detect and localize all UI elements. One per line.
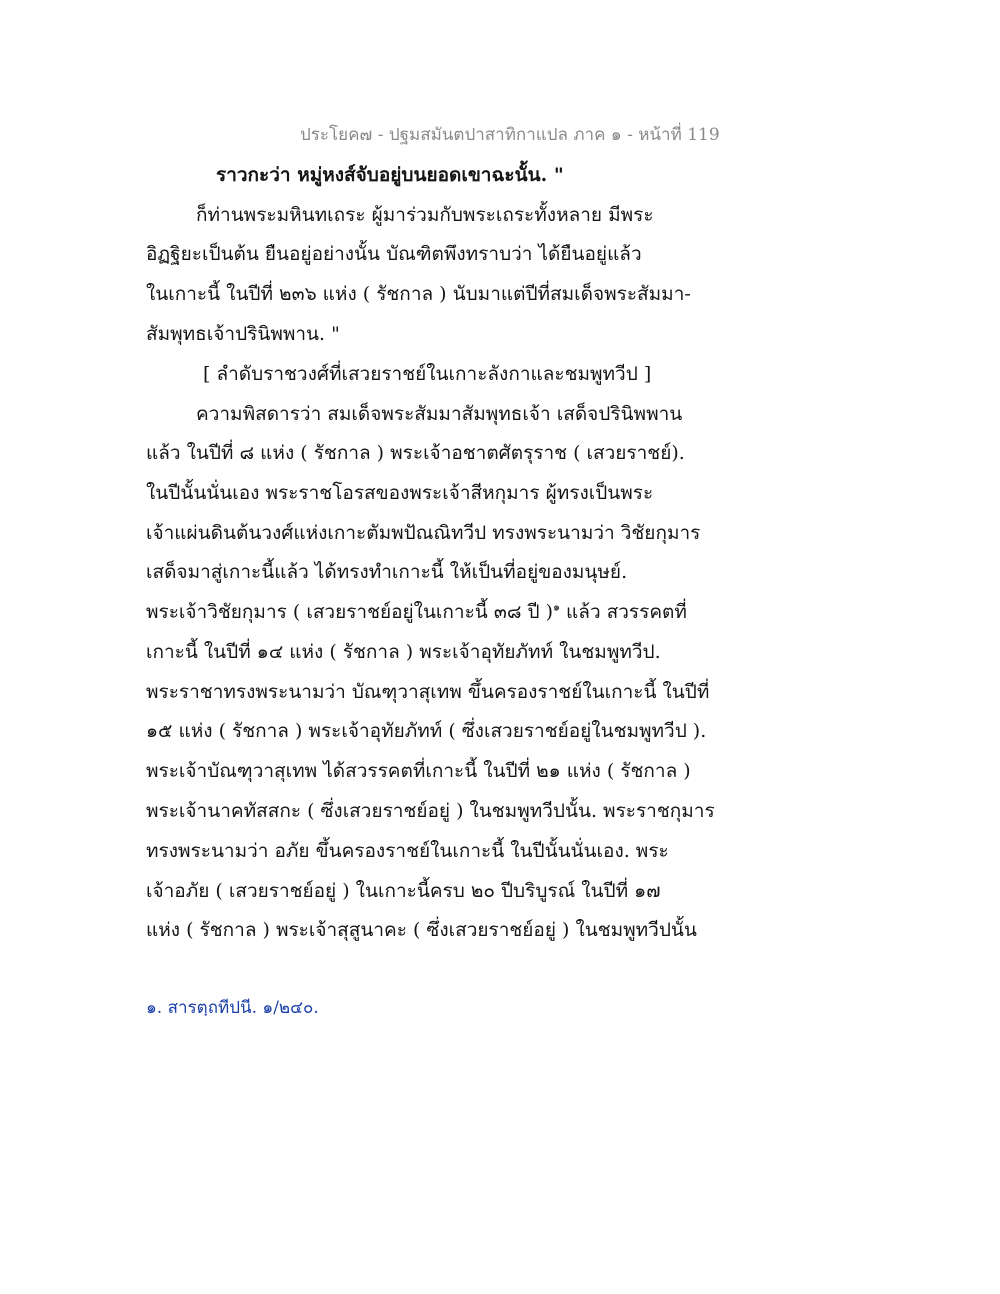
footnote: ๑. สารตฺถทีปนี. ๑/๒๔๐. [146,998,319,1018]
text-line: พระราชาทรงพระนามว่า บัณฑุวาสุเทพ ขึ้นครองราชย์ในเกาะนี้ ในปีที่ [146,681,710,703]
text-line: แห่ง ( รัชกาล ) พระเจ้าสุสูนาคะ ( ซึ่งเสวยราชย์อยู่ ) ในชมพูทวีปนั้น [146,919,697,941]
text-line: เกาะนี้ ในปีที่ ๑๔ แห่ง ( รัชกาล ) พระเจ้าอุทัยภัทท์ ในชมพูทวีป. [146,641,661,663]
text-line: เจ้าแผ่นดินต้นวงศ์แห่งเกาะตัมพปัณณิทวีป ทรงพระนามว่า วิชัยกุมาร [146,522,701,544]
text-line: ราวกะว่า หมู่หงส์จับอยู่บนยอดเขาฉะนั้น. " [216,164,564,186]
text-line: เจ้าอภัย ( เสวยราชย์อยู่ ) ในเกาะนี้ครบ ๒๐ ปีบริบูรณ์ ในปีที่ ๑๗ [146,880,661,902]
text-line: ในปีนั้นนั่นเอง พระราชโอรสของพระเจ้าสีหกุมาร ผู้ทรงเป็นพระ [146,482,654,504]
text-line: พระเจ้านาคทัสสกะ ( ซึ่งเสวยราชย์อยู่ ) ในชมพูทวีปนั้น. พระราชกุมาร [146,800,715,822]
footnote-marker: ๑ [553,600,561,614]
text-line: อิฏฐิยะเป็นต้น ยืนอยู่อย่างนั้น บัณฑิตพึงทราบว่า ได้ยืนอยู่แล้ว [146,243,642,265]
text-line: สัมพุทธเจ้าปรินิพพาน. " [146,323,340,345]
text-line: ก็ท่านพระมหินทเถระ ผู้มาร่วมกับพระเถระทั้งหลาย มีพระ [196,204,654,226]
text-line [146,597,687,627]
text-line: ทรงพระนามว่า อภัย ขึ้นครองราชย์ในเกาะนี้ ในปีนั้นนั่นเอง. พระ [146,840,669,862]
text-line: เสด็จมาสู่เกาะนี้แล้ว ได้ทรงทำเกาะนี้ ให้เป็นที่อยู่ของมนุษย์. [146,561,628,583]
text-line: ความพิสดารว่า สมเด็จพระสัมมาสัมพุทธเจ้า เสด็จปรินิพพาน [196,403,683,425]
text-line: พระเจ้าบัณฑุวาสุเทพ ได้สวรรคตที่เกาะนี้ ในปีที่ ๒๑ แห่ง ( รัชกาล ) [146,760,691,782]
page-header: ประโยค๗ - ปฐมสมันตปาสาทิกาแปล ภาค ๑ - หน้าที่ 119 [300,125,720,145]
text-line: ๑๕ แห่ง ( รัชกาล ) พระเจ้าอุทัยภัทท์ ( ซึ่งเสวยราชย์อยู่ในชมพูทวีป ). [146,720,707,742]
text-line: ในเกาะนี้ ในปีที่ ๒๓๖ แห่ง ( รัชกาล ) นับมาแต่ปีที่สมเด็จพระสัมมา- [146,283,691,305]
text-line: แล้ว ในปีที่ ๘ แห่ง ( รัชกาล ) พระเจ้าอชาตศัตรุราช ( เสวยราชย์). [146,442,685,464]
text-line-part: พระเจ้าวิชัยกุมาร ( เสวยราชย์อยู่ในเกาะนี้ ๓๘ ปี ) [146,601,554,623]
text-line-part: แล้ว สวรรคตที่ [560,601,687,623]
section-heading: [ ลำดับราชวงศ์ที่เสวยราชย์ในเกาะลังกาและชมพูทวีป ] [203,363,652,385]
